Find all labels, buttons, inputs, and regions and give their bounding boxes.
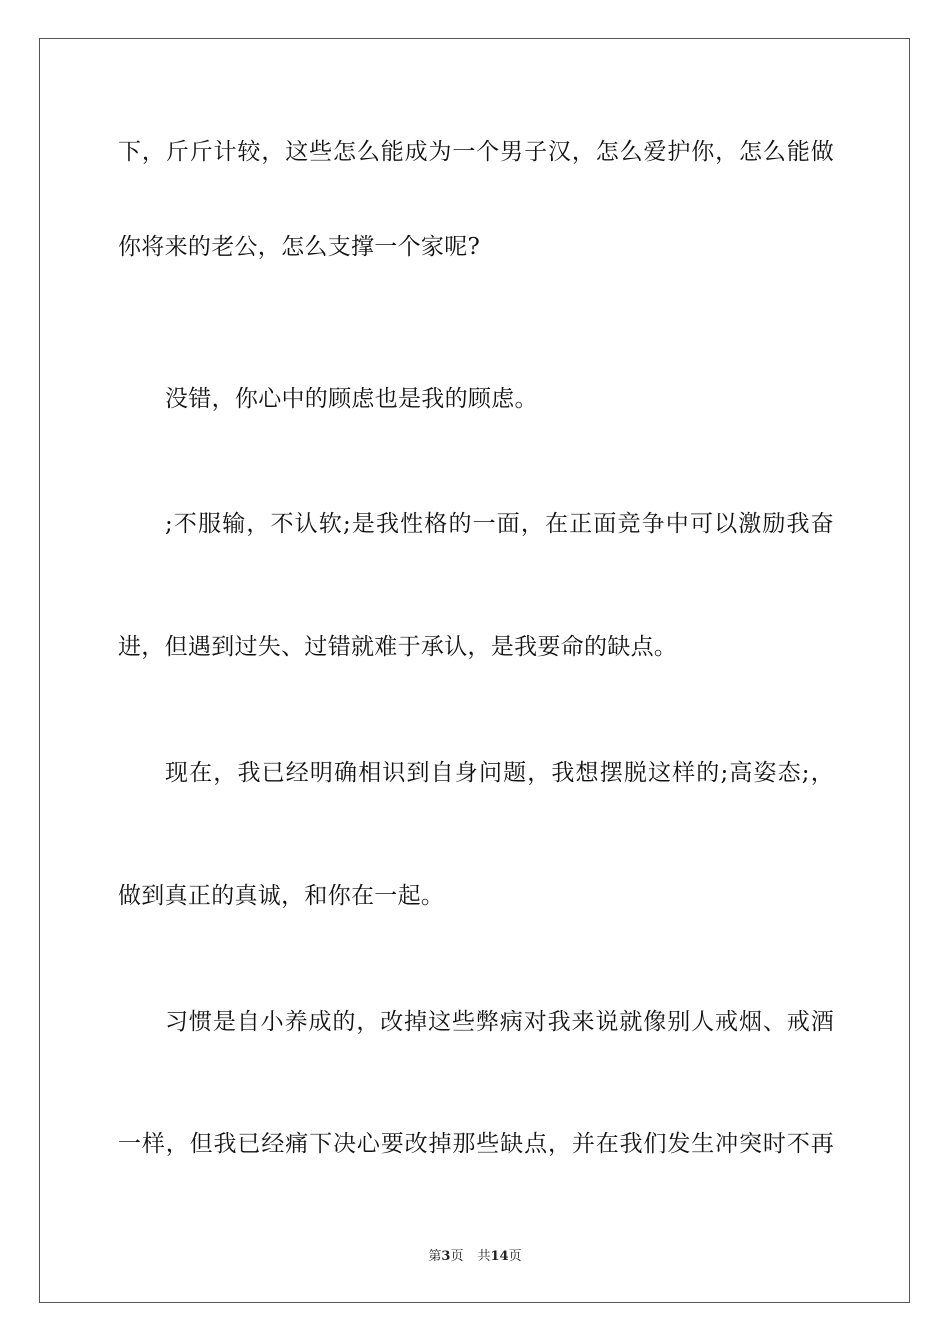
total-prefix: 共 — [477, 1249, 491, 1264]
page-frame — [39, 38, 910, 1303]
total-suffix: 页 — [508, 1249, 522, 1264]
body-line-5: 进，但遇到过失、过错就难于承认，是我要命的缺点。 — [118, 634, 678, 660]
body-line-3: 没错，你心中的顾虑也是我的顾虑。 — [165, 386, 538, 412]
body-line-8: 习惯是自小养成的，改掉这些弊病对我来说就像别人戒烟、戒酒 — [165, 1009, 834, 1035]
page-prefix: 第 — [428, 1249, 442, 1264]
body-line-1: 下，斤斤计较，这些怎么能成为一个男子汉，怎么爱护你，怎么能做 — [118, 139, 834, 165]
body-line-4: ;不服输，不认软;是我性格的一面，在正面竞争中可以激励我奋 — [165, 511, 834, 537]
body-line-2: 你将来的老公，怎么支撑一个家呢? — [118, 234, 481, 260]
body-line-9: 一样，但我已经痛下决心要改掉那些缺点，并在我们发生冲突时不再 — [118, 1131, 834, 1157]
body-line-6: 现在，我已经明确相识到自身问题，我想摆脱这样的;高姿态;， — [165, 760, 834, 786]
body-line-7: 做到真正的真诚，和你在一起。 — [118, 883, 445, 909]
page-total: 14 — [490, 1249, 509, 1264]
page-suffix: 页 — [450, 1249, 464, 1264]
page-footer — [0, 1248, 950, 1266]
page-current: 3 — [441, 1249, 451, 1264]
